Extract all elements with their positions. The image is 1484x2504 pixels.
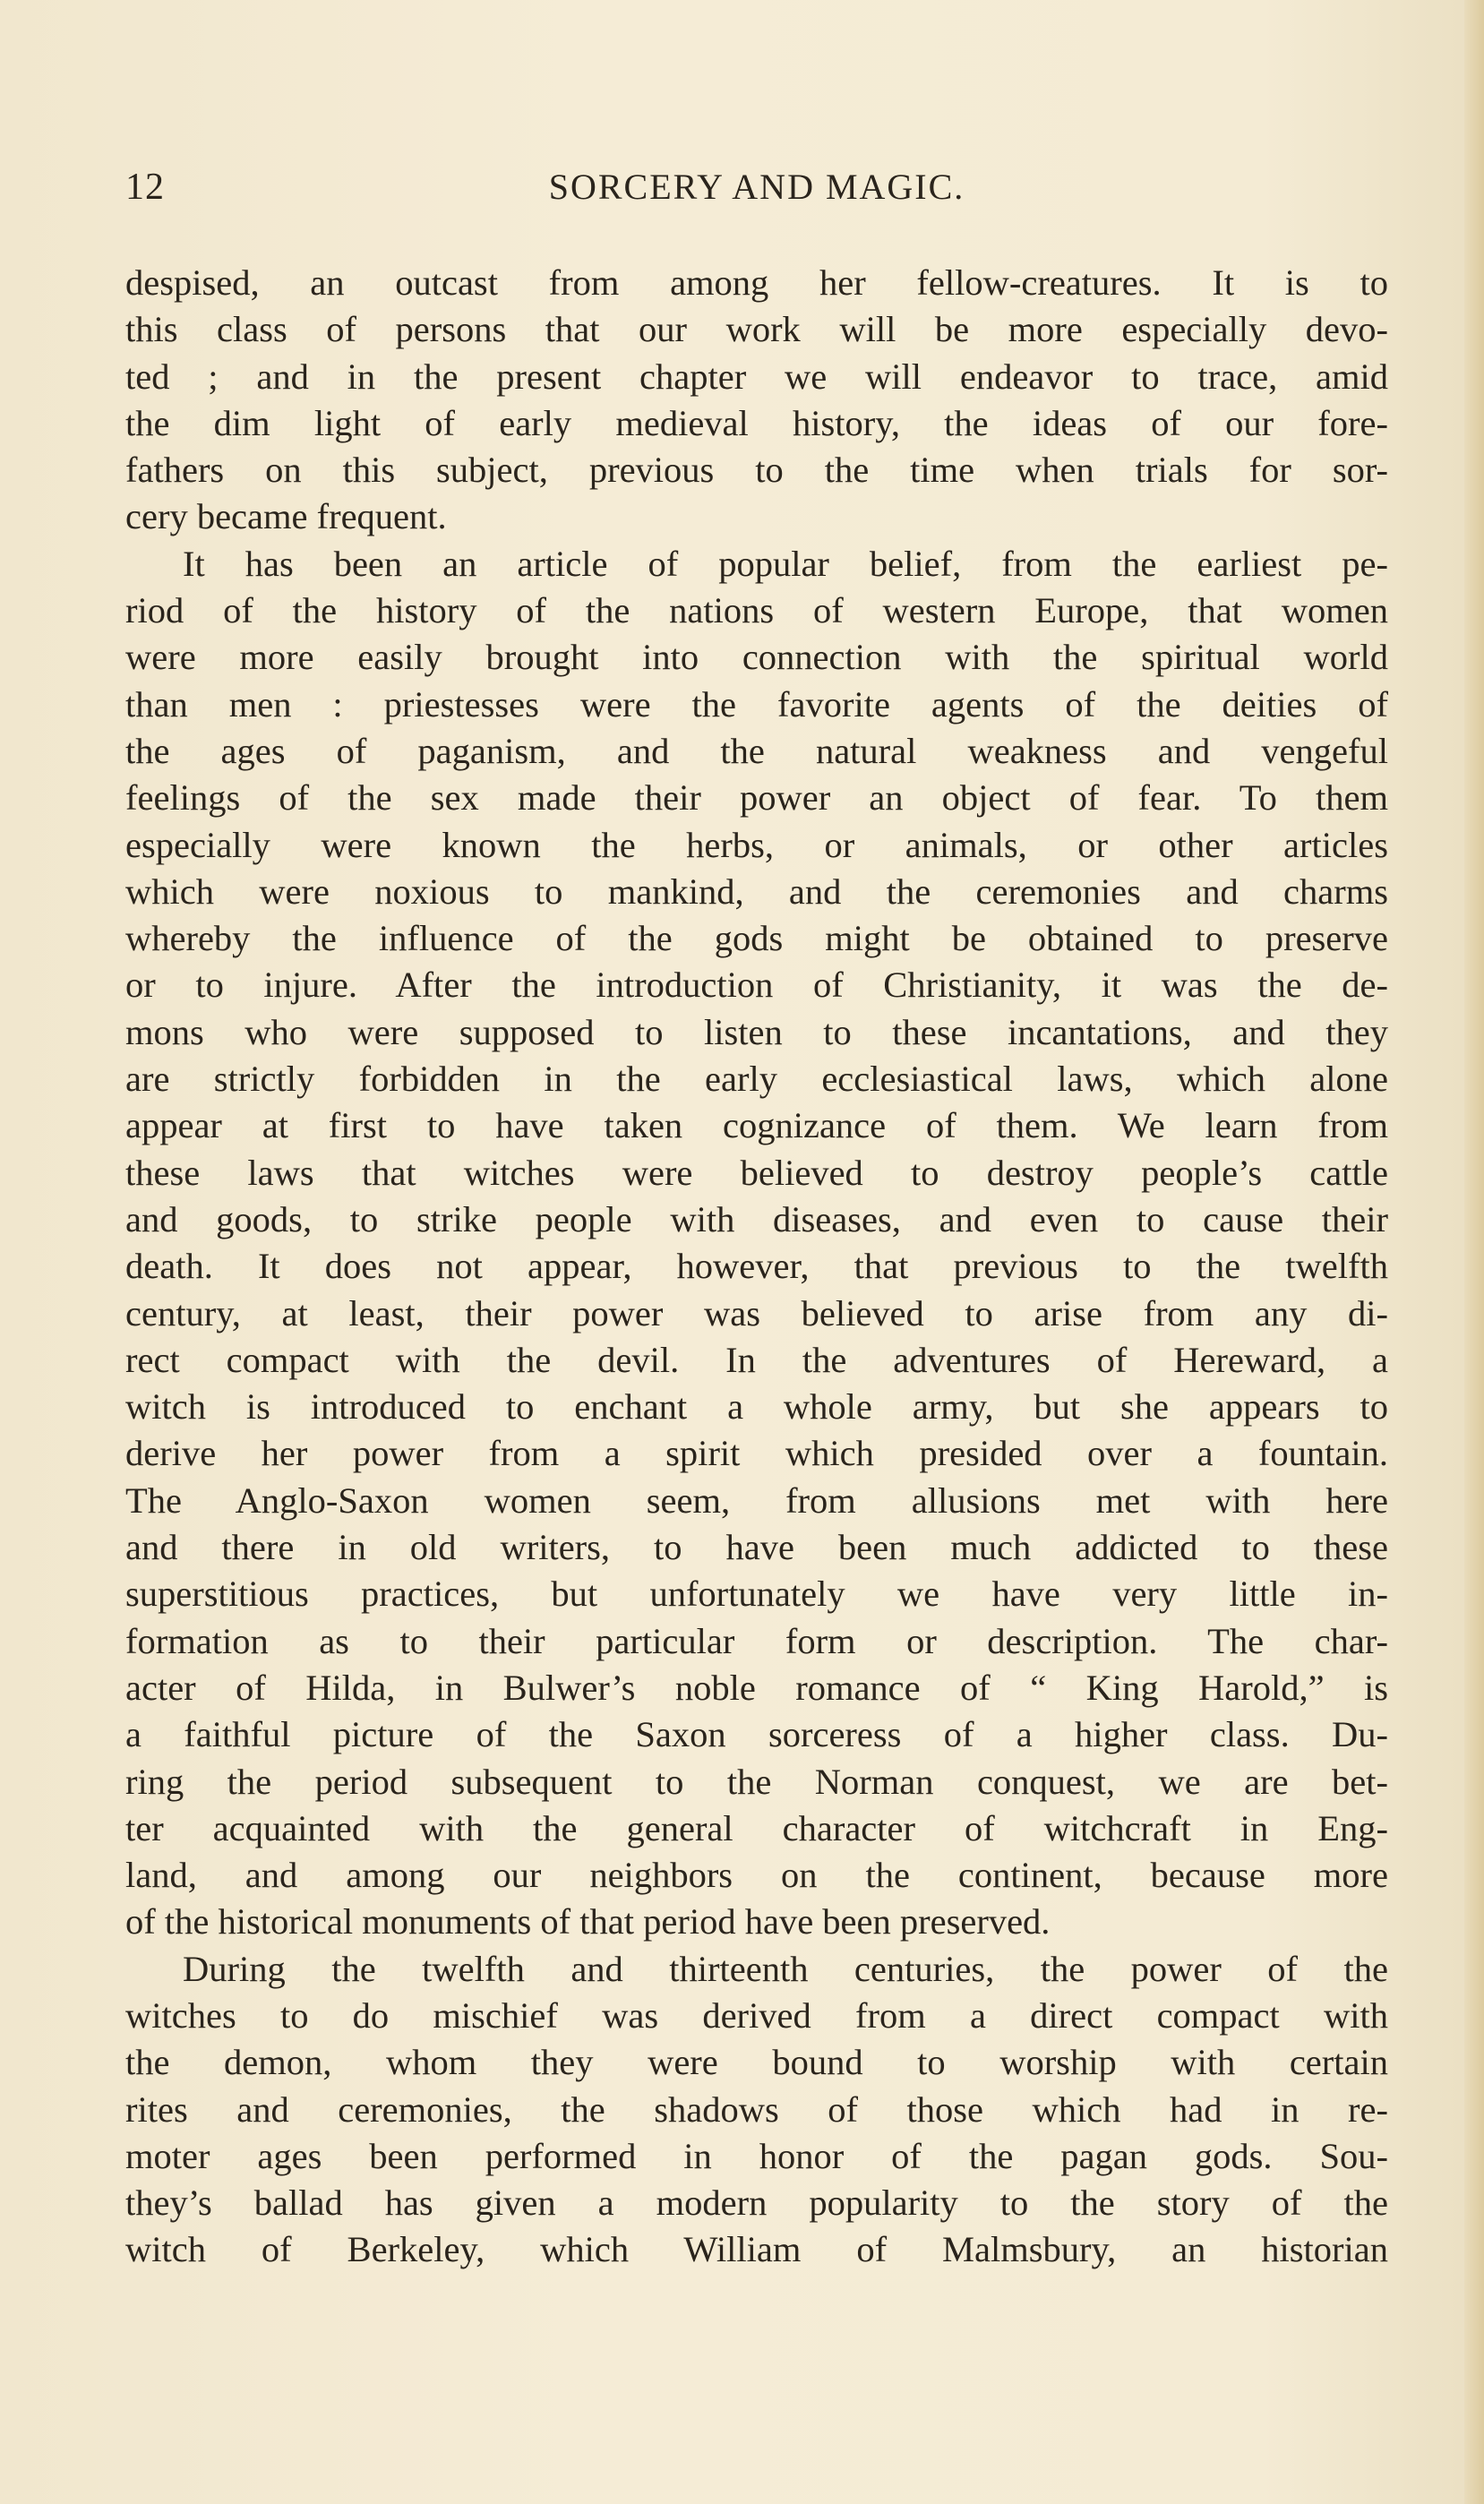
page-edge [1464, 0, 1484, 2504]
text-line: rites and ceremonies, the shadows of those which had in re- [125, 2088, 1388, 2130]
text-line: derive her power from a spirit which presided over a fountain. [125, 1433, 1388, 1474]
text-line: formation as to their particular form or description. The char- [125, 1620, 1388, 1661]
page-number: 12 [125, 167, 165, 208]
text-line: this class of persons that our work will be more especially devo- [125, 309, 1388, 350]
text-line: rect compact with the devil. In the adventures of Hereward, a [125, 1339, 1388, 1380]
text-line: witch is introduced to enchant a whole army, but she appears to [125, 1386, 1388, 1428]
text-line: mons who were supposed to listen to these incantations, and they [125, 1011, 1388, 1052]
text-line: despised, an outcast from among her fellow-creatures. It is to [125, 262, 1388, 303]
body-text [125, 260, 1388, 2274]
text-line: witch of Berkeley, which William of Malmsbury, an historian [125, 2229, 1388, 2270]
text-line: fathers on this subject, previous to the time when trials for sor- [125, 450, 1388, 491]
text-line: they’s ballad has given a modern popularity to the story of the [125, 2182, 1388, 2224]
text-line: witches to do mischief was derived from a direct compact with [125, 1994, 1388, 2036]
text-line: the dim light of early medieval history, the ideas of our fore- [125, 402, 1388, 443]
text-line: these laws that witches were believed to destroy people’s cattle [125, 1152, 1388, 1193]
text-line: are strictly forbidden in the early ecclesiastical laws, which alone [125, 1059, 1388, 1100]
text-line: or to injure. After the introduction of Christianity, it was the de- [125, 965, 1388, 1006]
text-line: and goods, to strike people with diseases, and even to cause their [125, 1198, 1388, 1239]
text-line: The Anglo-Saxon women seem, from allusions met with here [125, 1479, 1388, 1521]
text-line: century, at least, their power was believed to arise from any di- [125, 1292, 1388, 1333]
text-line: It has been an article of popular belief, from the earliest pe- [183, 543, 1388, 584]
page-header [125, 166, 1388, 219]
text-line: superstitious practices, but unfortunately we have very little in- [125, 1574, 1388, 1615]
text-line: the ages of paganism, and the natural weakness and vengeful [125, 730, 1388, 771]
text-line: the demon, whom they were bound to worship with certain [125, 2042, 1388, 2083]
text-line: ring the period subsequent to the Norman conquest, we are bet- [125, 1761, 1388, 1802]
text-line: moter ages been performed in honor of the pagan gods. Sou- [125, 2135, 1388, 2176]
text-line: During the twelfth and thirteenth centuries, the power of the [183, 1948, 1388, 1989]
text-line: of the historical monuments of that period have been preserved. [125, 1901, 1051, 1942]
text-line: and there in old writers, to have been much addicted to these [125, 1527, 1388, 1568]
text-line: which were noxious to mankind, and the ceremonies and charms [125, 870, 1388, 912]
text-line: feelings of the sex made their power an object of fear. To them [125, 777, 1388, 819]
text-line: acter of Hilda, in Bulwer’s noble romance of “ King Harold,” is [125, 1667, 1388, 1708]
text-line: appear at first to have taken cognizance of them. We learn from [125, 1105, 1388, 1146]
text-line: were more easily brought into connection with the spiritual world [125, 637, 1388, 678]
text-line: land, and among our neighbors on the continent, because more [125, 1855, 1388, 1896]
text-line: especially were known the herbs, or animals, or other articles [125, 824, 1388, 865]
running-title: SORCERY AND MAGIC. [548, 167, 965, 207]
text-line: riod of the history of the nations of western Europe, that women [125, 590, 1388, 631]
text-line: ter acquainted with the general character of witchcraft in Eng- [125, 1807, 1388, 1848]
text-line: whereby the influence of the gods might be obtained to preserve [125, 918, 1388, 959]
text-line: cery became frequent. [125, 496, 447, 537]
text-line: ted ; and in the present chapter we will endeavor to trace, amid [125, 356, 1388, 397]
text-line: a faithful picture of the Saxon sorceress of a higher class. Du- [125, 1714, 1388, 1755]
text-line: death. It does not appear, however, that previous to the twelfth [125, 1246, 1388, 1287]
text-line: than men : priestesses were the favorite agents of the deities of [125, 683, 1388, 725]
